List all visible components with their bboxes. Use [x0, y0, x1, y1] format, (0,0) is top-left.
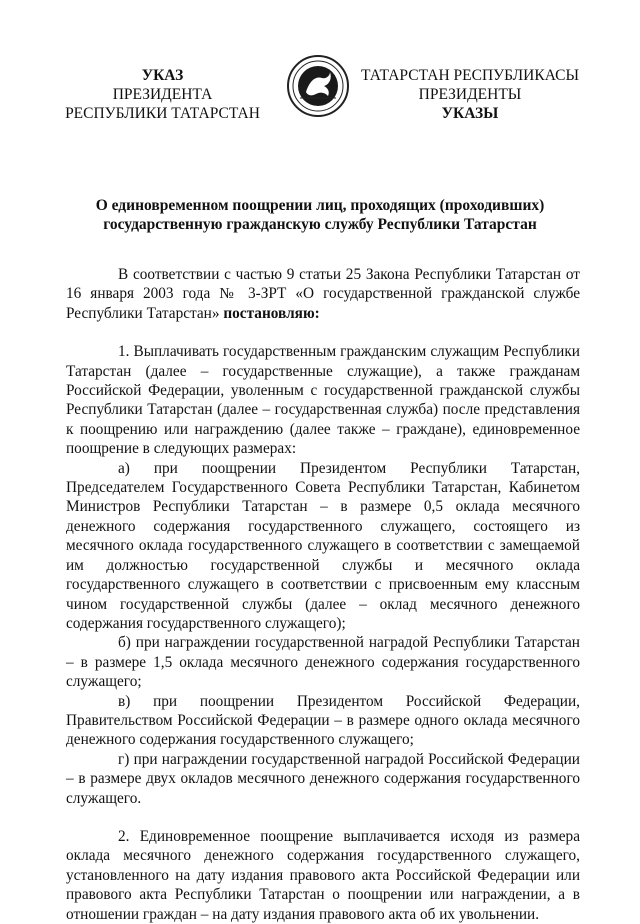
header-right-line-3: УКАЗЫ	[441, 105, 499, 122]
paragraph-1d: г) при награждении государственной наградой Российской Федерации – в размере двух окладов месячного денежного содержания государственного служащего.	[66, 750, 580, 807]
intro-resolution: постановляю:	[223, 304, 320, 322]
decree-title-line-1: О единовременном поощрении лиц, проходящих (проходивших)	[95, 197, 545, 214]
paragraph-1: 1. Выплачивать государственным гражданским служащим Республики Татарстан (далее – государственные служащие), а также гражданам Российской Федерации, уволенным с государственной гражданской службы Республики Татарстан (далее – государственная служба) после представления к поощрению или награждению (далее также – граждане), единовременное поощрение в следующих размерах:	[66, 343, 580, 458]
intro-paragraph	[66, 265, 580, 323]
decree-title	[60, 196, 580, 234]
header-right-line-2: ПРЕЗИДЕНТЫ	[418, 86, 522, 103]
decree-body	[66, 265, 580, 924]
intro-text: В соответствии с частью 9 статьи 25 Закона Республики Татарстан от 16 января 2003 года № 3-ЗРТ «О государственной гражданской службе Республики Татарстан»	[66, 266, 580, 322]
header-left	[60, 66, 265, 123]
header-right	[360, 66, 580, 123]
decree-title-line-2: государственную гражданскую службу Республики Татарстан	[103, 216, 537, 233]
header-left-line-1: УКАЗ	[141, 67, 184, 84]
paragraph-1b: б) при награждении государственной наградой Республики Татарстан – в размере 1,5 оклада месячного денежного содержания государственного служащего;	[66, 634, 580, 691]
coat-of-arms-icon	[286, 54, 350, 118]
header-left-line-2: ПРЕЗИДЕНТА	[112, 86, 213, 103]
header-left-line-3: РЕСПУБЛИКИ ТАТАРСТАН	[65, 105, 260, 122]
paragraph-2: 2. Единовременное поощрение выплачивается исходя из размера оклада месячного денежного содержания государственного служащего, установленного на дату издания правового акта Российской Федерации или правового акта Республики Татарстан о поощрении или награждении, а в отношении граждан – на дату издания правового акта об их увольнении.	[66, 827, 580, 923]
paragraph-1a: а) при поощрении Президентом Республики Татарстан, Председателем Государственного Совета Республики Татарстан, Кабинетом Министров Республики Татарстан – в размере 0,5 оклада месячного денежного содержания государственного служащего, состоящего из месячного оклада государственного служащего в соответствии с замещаемой им должностью государственной службы и месячного оклада государственного служащего в соответствии с присвоенным ему классным чином государственной службы (далее – оклад месячного денежного содержания государственного служащего);	[66, 459, 580, 632]
header-right-line-1: ТАТАРСТАН РЕСПУБЛИКАСЫ	[361, 67, 579, 84]
paragraph-1c: в) при поощрении Президентом Российской Федерации, Правительством Российской Федерации – в размере одного оклада месячного денежного содержания государственного служащего;	[66, 692, 580, 749]
